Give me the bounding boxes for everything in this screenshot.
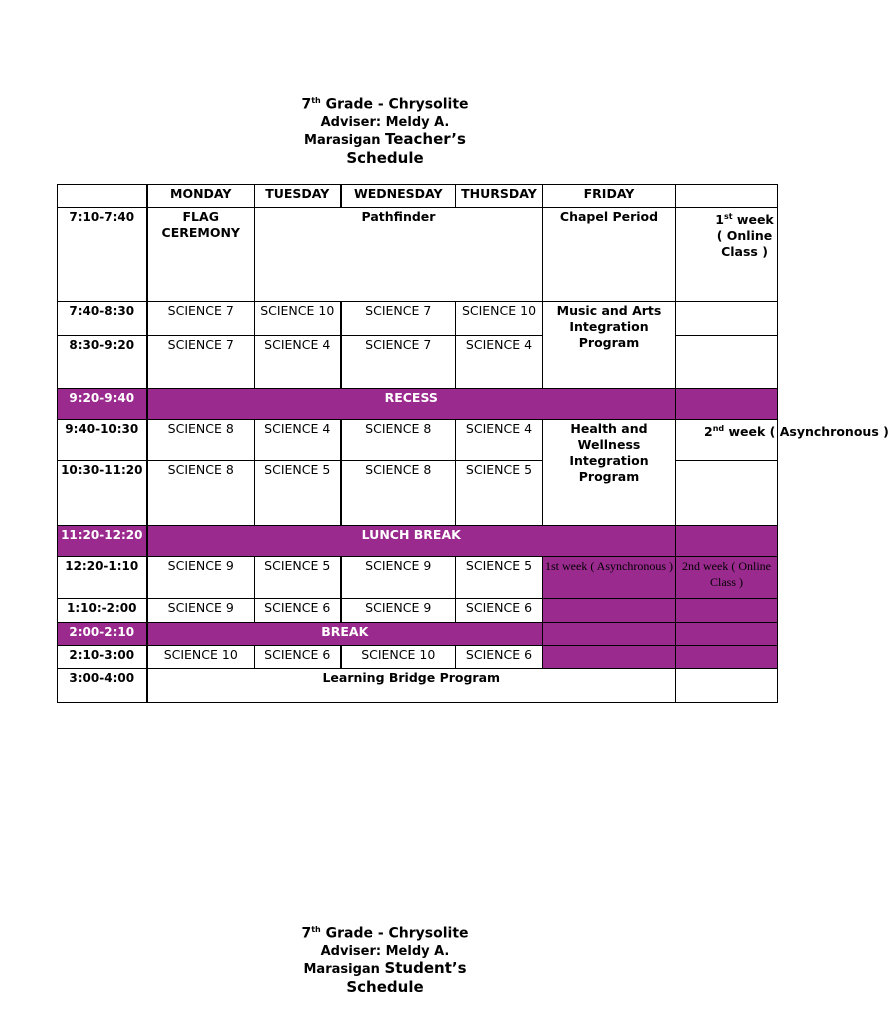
subject-cell: SCIENCE 5	[456, 557, 543, 599]
lunch-break-band: LUNCH BREAK	[147, 526, 676, 557]
purple-cell	[543, 646, 676, 669]
table-row	[58, 208, 778, 302]
time-cell: 7:10-7:40	[58, 208, 147, 302]
learning-bridge-program-cell: Learning Bridge Program	[147, 669, 676, 703]
subject-cell: SCIENCE 6	[255, 599, 341, 623]
purple-cell	[543, 623, 676, 646]
time-cell: 12:20-1:10	[58, 557, 147, 599]
purple-cell	[543, 599, 676, 623]
time-cell: 1:10:-2:00	[58, 599, 147, 623]
subject-cell: SCIENCE 7	[147, 302, 255, 336]
subject-cell: SCIENCE 4	[255, 336, 341, 389]
subject-cell: SCIENCE 9	[147, 557, 255, 599]
time-cell: 9:40-10:30	[58, 420, 147, 461]
subject-cell: SCIENCE 8	[147, 461, 255, 526]
empty-cell	[676, 336, 778, 389]
subject-cell: SCIENCE 7	[341, 336, 456, 389]
schedule-word: Schedule	[346, 977, 424, 996]
time-cell: 2:10-3:00	[58, 646, 147, 669]
subject-cell: SCIENCE 5	[255, 557, 341, 599]
extra-header-cell	[676, 185, 778, 208]
subject-cell: SCIENCE 8	[341, 420, 456, 461]
empty-cell	[676, 669, 778, 703]
chapel-period-cell: Chapel Period	[543, 208, 676, 302]
subject-cell: SCIENCE 9	[341, 557, 456, 599]
week1-asynchronous-cell: 1st week ( Asynchronous )	[543, 557, 676, 599]
subject-cell: SCIENCE 10	[255, 302, 341, 336]
subject-cell: SCIENCE 9	[147, 599, 255, 623]
table-row	[58, 557, 778, 599]
student-schedule-header	[230, 921, 540, 996]
surname-title-line: Marasigan Student’s	[303, 958, 467, 977]
pathfinder-cell: Pathfinder	[255, 208, 543, 302]
table-row	[58, 302, 778, 336]
subject-cell: SCIENCE 6	[255, 646, 341, 669]
purple-cell	[676, 389, 778, 420]
subject-cell: SCIENCE 10	[456, 302, 543, 336]
subject-cell: SCIENCE 5	[456, 461, 543, 526]
day-wednesday: WEDNESDAY	[341, 185, 456, 208]
week2-asynchronous-cell: 2nd week ( Asynchronous )	[676, 420, 778, 461]
days-header-row	[58, 185, 778, 208]
health-wellness-program-cell: Health and Wellness Integration Program	[543, 420, 676, 526]
corner-cell	[58, 185, 147, 208]
week1-online-cell: 1st week ( Online Class )	[676, 208, 778, 302]
time-cell: 8:30-9:20	[58, 336, 147, 389]
subject-cell: SCIENCE 5	[255, 461, 341, 526]
recess-band: RECESS	[147, 389, 676, 420]
time-cell: 10:30-11:20	[58, 461, 147, 526]
time-cell: 2:00-2:10	[58, 623, 147, 646]
subject-cell: SCIENCE 10	[147, 646, 255, 669]
table-row	[58, 669, 778, 703]
subject-cell: SCIENCE 9	[341, 599, 456, 623]
adviser-line: Adviser: Meldy A.	[320, 114, 450, 130]
flag-ceremony-cell: FLAG CEREMONY	[147, 208, 255, 302]
table-row	[58, 420, 778, 461]
surname-title-line: Marasigan Teacher’s	[304, 129, 466, 148]
time-cell: 9:20-9:40	[58, 389, 147, 420]
recess-row	[58, 389, 778, 420]
subject-cell: SCIENCE 4	[456, 420, 543, 461]
time-cell: 11:20-12:20	[58, 526, 147, 557]
empty-cell	[676, 461, 778, 526]
time-cell: 7:40-8:30	[58, 302, 147, 336]
purple-cell	[676, 623, 778, 646]
teacher-schedule-header	[230, 92, 540, 167]
time-cell: 3:00-4:00	[58, 669, 147, 703]
lunch-row	[58, 526, 778, 557]
schedule-word: Schedule	[346, 148, 424, 167]
purple-cell	[676, 599, 778, 623]
music-arts-program-cell: Music and Arts Integration Program	[543, 302, 676, 389]
empty-cell	[676, 302, 778, 336]
subject-cell: SCIENCE 8	[147, 420, 255, 461]
day-friday: FRIDAY	[543, 185, 676, 208]
grade-line: 7th Grade - Chrysolite	[301, 925, 469, 942]
grade-line: 7th Grade - Chrysolite	[301, 96, 469, 113]
table-row	[58, 599, 778, 623]
week2-online-cell: 2nd week ( Online Class )	[676, 557, 778, 599]
break-row	[58, 623, 778, 646]
adviser-line: Adviser: Meldy A.	[320, 943, 450, 959]
table-row	[58, 646, 778, 669]
purple-cell	[676, 646, 778, 669]
day-tuesday: TUESDAY	[255, 185, 341, 208]
day-monday: MONDAY	[147, 185, 255, 208]
day-thursday: THURSDAY	[456, 185, 543, 208]
subject-cell: SCIENCE 6	[456, 646, 543, 669]
subject-cell: SCIENCE 8	[341, 461, 456, 526]
subject-cell: SCIENCE 7	[341, 302, 456, 336]
purple-cell	[676, 526, 778, 557]
subject-cell: SCIENCE 4	[255, 420, 341, 461]
break-band: BREAK	[147, 623, 543, 646]
subject-cell: SCIENCE 6	[456, 599, 543, 623]
subject-cell: SCIENCE 4	[456, 336, 543, 389]
subject-cell: SCIENCE 10	[341, 646, 456, 669]
subject-cell: SCIENCE 7	[147, 336, 255, 389]
schedule-table	[57, 184, 889, 703]
